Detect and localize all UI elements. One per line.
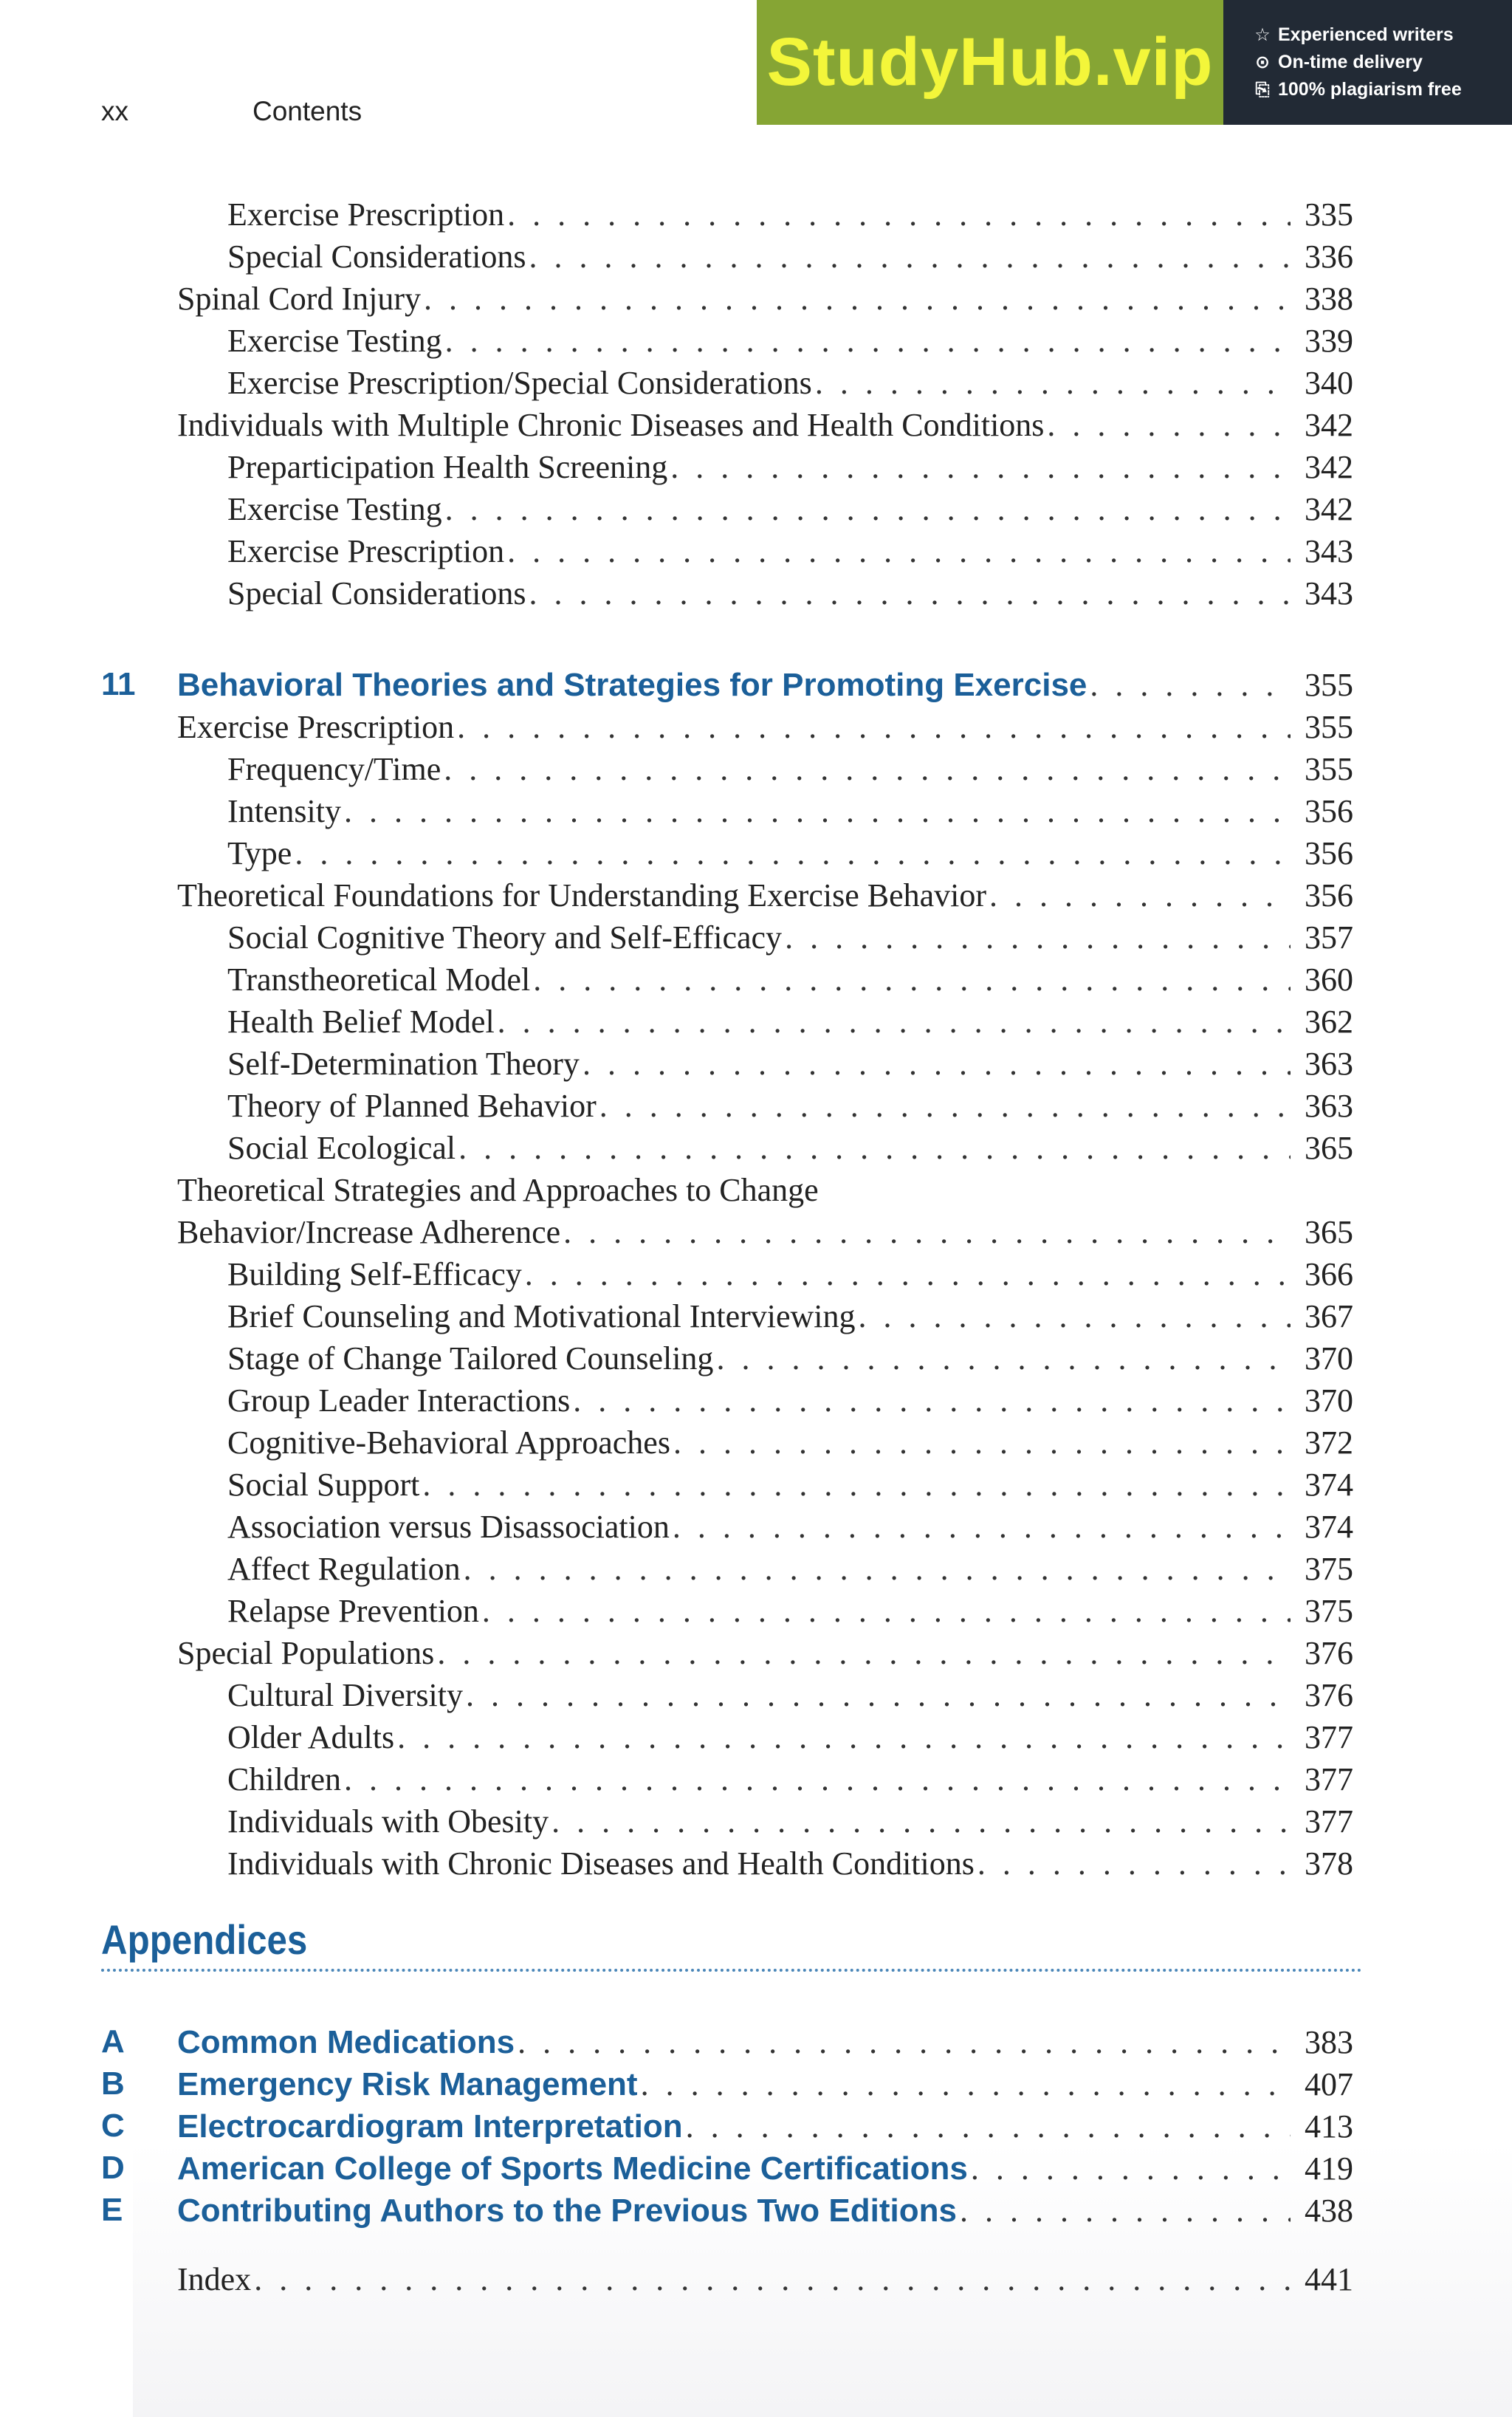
toc-entry-page: 356 xyxy=(1305,793,1353,829)
appendix-page: 413 xyxy=(1305,2108,1353,2145)
toc-entry[interactable] xyxy=(0,961,1512,1002)
toc-leader-dots xyxy=(530,961,1291,998)
toc-entry-title: Special Considerations xyxy=(227,239,526,275)
toc-entry[interactable] xyxy=(0,364,1512,405)
toc-entry[interactable] xyxy=(0,1803,1512,1844)
chapter-number: 11 xyxy=(101,666,136,702)
star-outline-icon: ☆ xyxy=(1254,25,1271,45)
toc-leader-dots xyxy=(1044,406,1291,444)
toc-entry-title: Intensity xyxy=(227,793,341,829)
toc-entry[interactable] xyxy=(0,1592,1512,1633)
toc-entry-title: Preparticipation Health Screening xyxy=(227,449,668,485)
toc-entry-title: Special Populations xyxy=(177,1635,435,1671)
appendix-page: 383 xyxy=(1305,2024,1353,2060)
index-page: 441 xyxy=(1305,2261,1353,2297)
toc-entry[interactable] xyxy=(0,1382,1512,1423)
toc-entry-title: Brief Counseling and Motivational Interviewing xyxy=(227,1298,856,1334)
toc-entry-title: Frequency/Time xyxy=(227,751,441,787)
toc-entry-page: 378 xyxy=(1305,1845,1353,1882)
toc-entry-title: Exercise Testing xyxy=(227,323,442,359)
toc-entry[interactable] xyxy=(0,1087,1512,1128)
toc-entry-title: Theory of Planned Behavior xyxy=(227,1088,597,1124)
clock-icon: ⊙ xyxy=(1254,52,1271,72)
toc-entry-page: 355 xyxy=(1305,709,1353,745)
appendix-entry[interactable] xyxy=(0,2023,1512,2065)
toc-leader-dots xyxy=(856,1297,1291,1335)
toc-leader-dots xyxy=(394,1718,1291,1756)
appendix-letter: C xyxy=(101,2108,125,2144)
ad-banner[interactable] xyxy=(757,0,1512,125)
toc-entry-title: Cultural Diversity xyxy=(227,1677,463,1713)
feature-label: On-time delivery xyxy=(1278,52,1423,72)
toc-entry-page: 343 xyxy=(1305,533,1353,569)
toc-entry-title: Social Cognitive Theory and Self-Efficacy xyxy=(227,919,783,956)
toc-entry[interactable] xyxy=(0,448,1512,490)
toc-entry[interactable] xyxy=(0,834,1512,876)
appendix-letter: E xyxy=(101,2192,123,2228)
toc-entry-title: Individuals with Chronic Diseases and Health Conditions xyxy=(227,1845,975,1882)
toc-leader-dots xyxy=(667,448,1291,486)
toc-leader-dots xyxy=(419,1466,1291,1504)
toc-entry[interactable] xyxy=(0,406,1512,448)
toc-entry[interactable] xyxy=(0,1508,1512,1549)
toc-entry-title: Children xyxy=(227,1761,341,1797)
toc-entry-page: 363 xyxy=(1305,1088,1353,1124)
toc-entry-title: Spinal Cord Injury xyxy=(177,281,421,317)
toc-entry-title: Exercise Prescription xyxy=(177,709,455,745)
toc-entry-page: 375 xyxy=(1305,1551,1353,1587)
toc-entry-title: Type xyxy=(227,835,292,871)
toc-leader-dots xyxy=(968,2150,1291,2187)
toc-entry-title: Association versus Disassociation xyxy=(227,1509,670,1545)
appendix-entry[interactable] xyxy=(0,2065,1512,2107)
toc-leader-dots xyxy=(1087,666,1291,704)
toc-leader-dots xyxy=(570,1382,1291,1419)
toc-entry-title: Stage of Change Tailored Counseling xyxy=(227,1340,714,1377)
toc-entry[interactable] xyxy=(0,1003,1512,1044)
appendix-title: American College of Sports Medicine Certifications xyxy=(177,2150,968,2187)
toc-leader-dots xyxy=(292,834,1291,872)
toc-entry[interactable] xyxy=(0,750,1512,792)
toc-entry-title: Group Leader Interactions xyxy=(227,1382,571,1419)
toc-entry-title: Social Ecological xyxy=(227,1130,456,1166)
toc-entry[interactable] xyxy=(0,1424,1512,1465)
feature-label: 100% plagiarism free xyxy=(1278,79,1462,100)
toc-leader-dots xyxy=(421,280,1291,318)
toc-entry-page: 377 xyxy=(1305,1719,1353,1755)
toc-entry[interactable] xyxy=(0,1466,1512,1507)
toc-entry-page: 377 xyxy=(1305,1803,1353,1840)
toc-leader-dots xyxy=(580,1045,1291,1083)
appendix-entry[interactable] xyxy=(0,2192,1512,2233)
appendix-entry[interactable] xyxy=(0,2150,1512,2191)
dotted-divider xyxy=(101,1969,1362,1972)
toc-entry-title: Individuals with Obesity xyxy=(227,1803,549,1840)
toc-entry-title: Building Self-Efficacy xyxy=(227,1256,522,1292)
toc-entry-page: 342 xyxy=(1305,491,1353,527)
toc-entry[interactable] xyxy=(0,877,1512,918)
chapter-title: Behavioral Theories and Strategies for Promoting Exercise xyxy=(177,667,1087,703)
toc-entry[interactable] xyxy=(0,1845,1512,1886)
running-section-title: Contents xyxy=(252,96,362,126)
page-number: xx xyxy=(101,96,128,126)
toc-entry-page: 342 xyxy=(1305,407,1353,443)
toc-entry-title: Exercise Prescription xyxy=(227,533,505,569)
appendix-page: 438 xyxy=(1305,2193,1353,2229)
toc-entry-page: 374 xyxy=(1305,1467,1353,1503)
appendix-title: Common Medications xyxy=(177,2024,515,2060)
toc-leader-dots xyxy=(638,2065,1291,2103)
toc-entry-page: 339 xyxy=(1305,323,1353,359)
toc-leader-dots xyxy=(442,490,1291,528)
toc-entry[interactable] xyxy=(0,1676,1512,1718)
toc-leader-dots xyxy=(526,238,1291,275)
toc-leader-dots xyxy=(782,919,1291,956)
toc-entry-page: 363 xyxy=(1305,1046,1353,1082)
toc-leader-dots xyxy=(463,1676,1291,1714)
toc-leader-dots xyxy=(442,322,1291,360)
toc-leader-dots xyxy=(434,1634,1291,1672)
toc-leader-dots xyxy=(670,1424,1291,1461)
toc-entry-page: 343 xyxy=(1305,575,1353,611)
toc-leader-dots xyxy=(461,1550,1291,1588)
toc-entry-page: 336 xyxy=(1305,239,1353,275)
toc-entry[interactable] xyxy=(0,792,1512,834)
toc-entry-page: 375 xyxy=(1305,1593,1353,1629)
toc-entry-title: Affect Regulation xyxy=(227,1551,461,1587)
toc-leader-dots xyxy=(341,1761,1291,1798)
toc-entry-page: 376 xyxy=(1305,1677,1353,1713)
appendix-page: 407 xyxy=(1305,2066,1353,2102)
appendix-title: Electrocardiogram Interpretation xyxy=(177,2108,683,2145)
toc-entry-title: Health Belief Model xyxy=(227,1004,495,1040)
toc-entry[interactable] xyxy=(0,1340,1512,1381)
toc-entry-title: Relapse Prevention xyxy=(227,1593,479,1629)
toc-leader-dots xyxy=(670,1508,1291,1546)
toc-leader-dots xyxy=(341,792,1291,830)
toc-entry[interactable] xyxy=(0,1550,1512,1591)
toc-leader-dots xyxy=(504,196,1291,233)
toc-entry-title: Theoretical Strategies and Approaches to Change xyxy=(177,1172,819,1208)
toc-entry[interactable] xyxy=(0,1171,1512,1213)
toc-leader-dots xyxy=(441,750,1291,788)
chapter-page: 355 xyxy=(1305,667,1353,703)
toc-entry-page: 356 xyxy=(1305,835,1353,871)
toc-entry[interactable] xyxy=(0,280,1512,321)
toc-entry-title: Self-Determination Theory xyxy=(227,1046,580,1082)
toc-entry-page: 366 xyxy=(1305,1256,1353,1292)
toc-entry-title: Exercise Prescription xyxy=(227,196,505,233)
toc-entry-page: 365 xyxy=(1305,1130,1353,1166)
toc-entry[interactable] xyxy=(0,1761,1512,1802)
toc-entry-page: 365 xyxy=(1305,1214,1353,1250)
toc-entry[interactable] xyxy=(0,1129,1512,1170)
brand-logo[interactable]: StudyHub.vip xyxy=(757,0,1223,125)
toc-entry[interactable] xyxy=(0,1718,1512,1760)
toc-entry[interactable] xyxy=(0,322,1512,363)
running-header xyxy=(101,96,362,127)
toc-entry[interactable] xyxy=(0,1255,1512,1297)
toc-leader-dots xyxy=(522,1255,1291,1293)
index-title: Index xyxy=(177,2261,252,2297)
appendix-title: Emergency Risk Management xyxy=(177,2066,638,2102)
toc-entry-page: 370 xyxy=(1305,1382,1353,1419)
feature-list xyxy=(1223,0,1512,125)
toc-entry-title: Theoretical Foundations for Understanding Exercise Behavior xyxy=(177,877,987,913)
toc-entry-title: Older Adults xyxy=(227,1719,395,1755)
toc-entry-page: 374 xyxy=(1305,1509,1353,1545)
toc-entry-title: Exercise Prescription/Special Considerations xyxy=(227,365,812,401)
toc-leader-dots xyxy=(986,877,1291,914)
toc-entry-page: 342 xyxy=(1305,449,1353,485)
appendix-page: 419 xyxy=(1305,2150,1353,2187)
toc-entry-title: Special Considerations xyxy=(227,575,526,611)
toc-entry-page: 360 xyxy=(1305,961,1353,998)
toc-entry[interactable] xyxy=(0,1297,1512,1339)
toc-leader-dots xyxy=(454,708,1291,746)
toc-entry[interactable] xyxy=(0,532,1512,574)
toc-entry-page: 335 xyxy=(1305,196,1353,233)
index-entry[interactable] xyxy=(0,2260,1512,2302)
toc-entry-page: 367 xyxy=(1305,1298,1353,1334)
toc-entry-page: 370 xyxy=(1305,1340,1353,1377)
appendices-heading: Appendices xyxy=(101,1916,308,1963)
appendix-entry[interactable] xyxy=(0,2108,1512,2149)
toc-entry-page: 357 xyxy=(1305,919,1353,956)
toc-leader-dots xyxy=(957,2192,1291,2229)
feature-label: Experienced writers xyxy=(1278,24,1454,45)
toc-entry[interactable] xyxy=(0,490,1512,532)
toc-leader-dots xyxy=(456,1129,1291,1167)
appendix-title: Contributing Authors to the Previous Two Editions xyxy=(177,2193,957,2229)
toc-entry-title: Cognitive-Behavioral Approaches xyxy=(227,1425,670,1461)
toc-entry-page: 362 xyxy=(1305,1004,1353,1040)
toc-leader-dots xyxy=(597,1087,1291,1125)
toc-entry[interactable] xyxy=(0,1213,1512,1255)
appendix-letter: A xyxy=(101,2023,125,2060)
feature-item xyxy=(1253,52,1512,73)
toc-leader-dots xyxy=(526,575,1291,612)
toc-leader-dots xyxy=(560,1213,1291,1251)
toc-entry-page: 377 xyxy=(1305,1761,1353,1797)
toc-entry-title: Individuals with Multiple Chronic Diseases and Health Conditions xyxy=(177,407,1045,443)
toc-entry-page: 355 xyxy=(1305,751,1353,787)
feature-item xyxy=(1253,24,1512,46)
chapter-heading[interactable] xyxy=(0,666,1512,707)
document-check-icon: ⎘ xyxy=(1255,79,1270,100)
toc-leader-dots xyxy=(495,1003,1291,1040)
toc-entry-title: Social Support xyxy=(227,1467,420,1503)
toc-leader-dots xyxy=(549,1803,1291,1840)
toc-leader-dots xyxy=(251,2260,1291,2298)
toc-entry-page: 372 xyxy=(1305,1425,1353,1461)
toc-entry-page: 376 xyxy=(1305,1635,1353,1671)
toc-entry-title: Exercise Testing xyxy=(227,491,442,527)
appendix-letter: B xyxy=(101,2065,125,2102)
toc-entry-title: Transtheoretical Model xyxy=(227,961,531,998)
toc-leader-dots xyxy=(975,1845,1291,1882)
feature-item xyxy=(1253,79,1512,100)
toc-entry-page: 340 xyxy=(1305,365,1353,401)
toc-leader-dots xyxy=(812,364,1291,402)
toc-entry[interactable] xyxy=(0,196,1512,237)
toc-entry[interactable] xyxy=(0,1634,1512,1676)
toc-entry[interactable] xyxy=(0,1045,1512,1086)
toc-leader-dots xyxy=(683,2108,1291,2145)
appendix-letter: D xyxy=(101,2150,125,2186)
toc-entry[interactable] xyxy=(0,575,1512,616)
toc-entry[interactable] xyxy=(0,919,1512,960)
toc-leader-dots xyxy=(713,1340,1291,1377)
toc-leader-dots xyxy=(515,2023,1291,2061)
toc-entry[interactable] xyxy=(0,708,1512,750)
toc-entry-page: 338 xyxy=(1305,281,1353,317)
toc-leader-dots xyxy=(504,532,1291,570)
toc-entry-page: 356 xyxy=(1305,877,1353,913)
toc-entry-title: Behavior/Increase Adherence xyxy=(177,1214,561,1250)
toc-entry[interactable] xyxy=(0,238,1512,279)
toc-leader-dots xyxy=(479,1592,1291,1630)
